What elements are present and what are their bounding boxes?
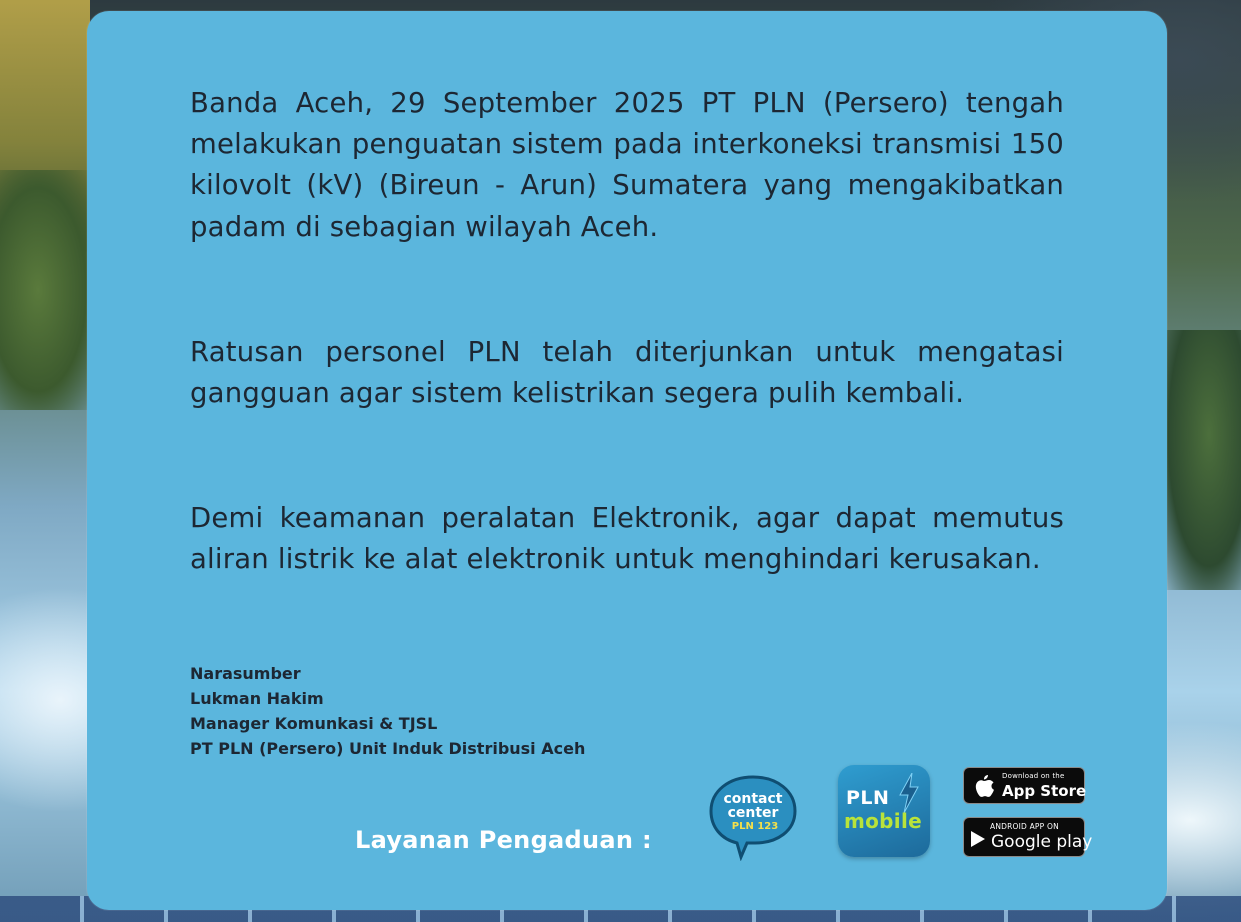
source-organization: PT PLN (Persero) Unit Induk Distribusi Aceh [190, 739, 586, 758]
pln-mobile-app-icon[interactable] [838, 765, 930, 857]
announcement-paragraph-1: Banda Aceh, 29 September 2025 PT PLN (Persero) tengah melakukan penguatan sistem pada interkoneksi transmisi 150 kilovolt (kV) (Bireun - Arun) Sumatera yang mengakibatkan padam di sebagian wilayah Aceh. [190, 87, 1064, 243]
app-store-badge[interactable] [963, 767, 1085, 804]
source-label: Narasumber [190, 664, 301, 683]
announcement-paragraph-3: Demi keamanan peralatan Elektronik, agar dapat memutus aliran listrik ke alat elektronik untuk menghindari kerusakan. [190, 502, 1064, 576]
source-block [190, 661, 585, 761]
google-play-badge[interactable] [963, 817, 1093, 857]
google-play-small-text: ANDROID APP ON [990, 822, 1059, 831]
pln-mobile-label-pln: PLN [846, 787, 890, 809]
contact-center-line2: center [727, 805, 779, 821]
source-name: Lukman Hakim [190, 689, 324, 708]
background-trees-right [1161, 330, 1241, 590]
apple-icon [973, 774, 995, 798]
contact-center-icon[interactable] [707, 771, 799, 861]
app-store-small-text: Download on the [1002, 772, 1065, 780]
complaint-service-label: Layanan Pengaduan : [355, 826, 652, 854]
source-position: Manager Komunkasi & TJSL [190, 714, 438, 733]
google-play-big-text: Google play [991, 832, 1093, 852]
app-store-big-text: App Store [1002, 782, 1087, 800]
contact-center-line1: contact [723, 791, 783, 807]
pln-mobile-label-mobile: mobile [844, 809, 922, 833]
lightning-bolt-icon [896, 773, 922, 813]
announcement-paragraph-2: Ratusan personel PLN telah diterjunkan untuk mengatasi gangguan agar sistem kelistrikan segera pulih kembali. [190, 336, 1064, 410]
play-triangle-icon [969, 830, 987, 848]
background-trees-left [0, 170, 95, 410]
contact-center-line3: PLN 123 [731, 821, 779, 832]
announcement-card [87, 11, 1167, 910]
